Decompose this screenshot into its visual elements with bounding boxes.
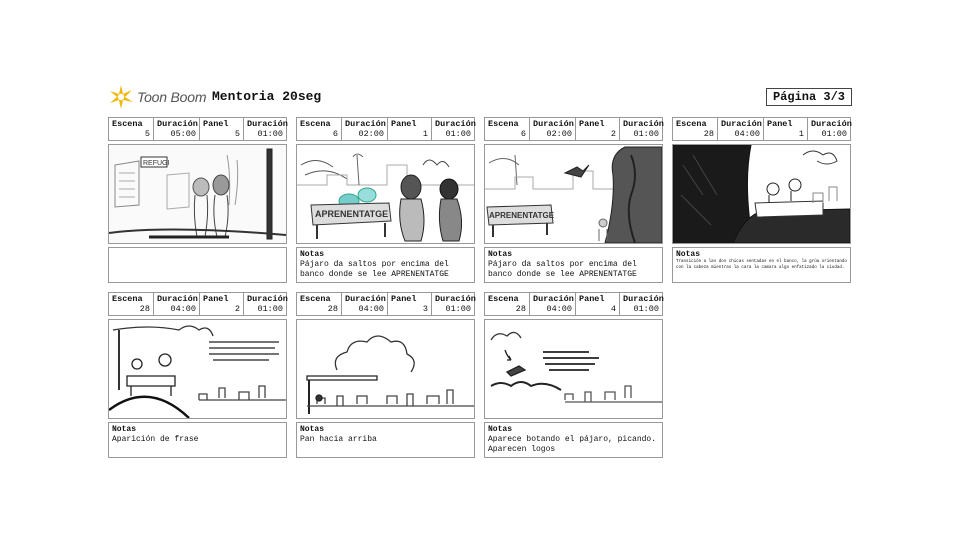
- panel-label: Panel: [579, 294, 605, 304]
- svg-text:REFUGI: REFUGI: [143, 160, 170, 167]
- panel-value: 2: [234, 304, 240, 314]
- notes-label: Notas: [488, 425, 513, 434]
- panel-value: 3: [422, 304, 428, 314]
- panel-label: Panel: [203, 294, 229, 304]
- scene-label: Escena: [300, 119, 331, 129]
- storyboard-panel: [672, 117, 851, 283]
- notes-text: Aparición de frase: [112, 435, 199, 444]
- page-header: [108, 84, 852, 112]
- toon-boom-logo: [108, 84, 206, 110]
- panel-info-row: [296, 292, 475, 316]
- panel-info-row: [108, 117, 287, 141]
- scene-label: Escena: [112, 119, 143, 129]
- duration-label: Duración: [157, 119, 198, 129]
- scene-duration-value: 04:00: [170, 304, 196, 314]
- panel-label: Panel: [767, 119, 793, 129]
- notes-text: Transición a las dos chicas sentadas en el banco, la grúa orientando con la cabeza mientras la cara la camara algo enfatizado la ciudad.: [676, 260, 847, 270]
- scene-duration-value: 04:00: [358, 304, 384, 314]
- notes-text: Aparece botando el pájaro, picando. Aparecen logos: [488, 435, 657, 454]
- notes-box: [296, 422, 475, 458]
- scene-label: Escena: [488, 294, 519, 304]
- duration-label: Duración: [247, 119, 288, 129]
- panel-value: 1: [422, 129, 428, 139]
- panel-value: 4: [610, 304, 616, 314]
- panel-duration-value: 01:00: [445, 129, 471, 139]
- panel-duration-value: 01:00: [821, 129, 847, 139]
- panel-sketch[interactable]: [108, 319, 287, 419]
- notes-label: Notas: [676, 250, 701, 259]
- scene-duration-value: 05:00: [170, 129, 196, 139]
- scene-duration-value: 02:00: [358, 129, 384, 139]
- duration-label: Duración: [345, 119, 386, 129]
- storyboard-panel: [484, 117, 663, 283]
- notes-box: [108, 247, 287, 283]
- panel-label: Panel: [579, 119, 605, 129]
- storyboard-panel: [296, 117, 475, 283]
- panel-sketch[interactable]: [484, 144, 663, 244]
- duration-label: Duración: [721, 119, 762, 129]
- notes-label: Notas: [300, 425, 325, 434]
- panel-info-row: [296, 117, 475, 141]
- notes-label: Notas: [488, 250, 513, 259]
- panel-label: Panel: [391, 119, 417, 129]
- scene-duration-value: 04:00: [734, 129, 760, 139]
- panel-duration-value: 01:00: [257, 129, 283, 139]
- duration-label: Duración: [623, 294, 664, 304]
- storyboard-panel: [108, 292, 287, 458]
- scene-duration-value: 02:00: [546, 129, 572, 139]
- notes-box: [296, 247, 475, 283]
- notes-text: Pájaro da saltos por encima del banco donde se lee APRENENTATGE: [300, 260, 449, 279]
- panel-sketch[interactable]: [296, 144, 475, 244]
- svg-text:APRENENTATGE: APRENENTATGE: [489, 211, 555, 220]
- duration-label: Duración: [435, 294, 476, 304]
- scene-value: 5: [144, 129, 150, 139]
- storyboard-panel: [108, 117, 287, 283]
- scene-label: Escena: [488, 119, 519, 129]
- panel-label: Panel: [391, 294, 417, 304]
- panel-sketch[interactable]: [108, 144, 287, 244]
- notes-text: Pájaro da saltos por encima del banco donde se lee APRENENTATGE: [488, 260, 637, 279]
- panel-info-row: [484, 117, 663, 141]
- page-number: Página 3/3: [766, 88, 852, 106]
- panel-label: Panel: [203, 119, 229, 129]
- notes-label: Notas: [112, 425, 137, 434]
- notes-box: [108, 422, 287, 458]
- panel-duration-value: 01:00: [445, 304, 471, 314]
- scene-label: Escena: [112, 294, 143, 304]
- duration-label: Duración: [533, 294, 574, 304]
- panel-sketch[interactable]: [296, 319, 475, 419]
- notes-box: [672, 247, 851, 283]
- svg-text:APRENENTATGE: APRENENTATGE: [315, 209, 389, 219]
- panel-duration-value: 01:00: [257, 304, 283, 314]
- panel-value: 1: [798, 129, 804, 139]
- scene-label: Escena: [300, 294, 331, 304]
- duration-label: Duración: [811, 119, 852, 129]
- duration-label: Duración: [157, 294, 198, 304]
- scene-value: 6: [332, 129, 338, 139]
- scene-value: 28: [139, 304, 150, 314]
- panel-sketch[interactable]: [672, 144, 851, 244]
- storyboard-panel: [296, 292, 475, 458]
- panel-info-row: [108, 292, 287, 316]
- duration-label: Duración: [533, 119, 574, 129]
- panel-value: 5: [234, 129, 240, 139]
- logo-text: Toon Boom: [137, 89, 207, 105]
- scene-value: 28: [703, 129, 714, 139]
- notes-text: Pan hacia arriba: [300, 435, 377, 444]
- notes-box: [484, 422, 663, 458]
- scene-value: 28: [327, 304, 338, 314]
- scene-duration-value: 04:00: [546, 304, 572, 314]
- panel-info-row: [484, 292, 663, 316]
- scene-value: 6: [520, 129, 526, 139]
- panel-sketch[interactable]: [484, 319, 663, 419]
- duration-label: Duración: [623, 119, 664, 129]
- starburst-icon: [108, 84, 134, 110]
- duration-label: Duración: [435, 119, 476, 129]
- notes-label: Notas: [300, 250, 325, 259]
- scene-value: 28: [515, 304, 526, 314]
- duration-label: Duración: [247, 294, 288, 304]
- storyboard-panel: [484, 292, 663, 458]
- scene-label: Escena: [676, 119, 707, 129]
- panel-info-row: [672, 117, 851, 141]
- panel-value: 2: [610, 129, 616, 139]
- panel-duration-value: 01:00: [633, 304, 659, 314]
- notes-box: [484, 247, 663, 283]
- panel-duration-value: 01:00: [633, 129, 659, 139]
- document-title: Mentoria 20seg: [212, 89, 322, 104]
- duration-label: Duración: [345, 294, 386, 304]
